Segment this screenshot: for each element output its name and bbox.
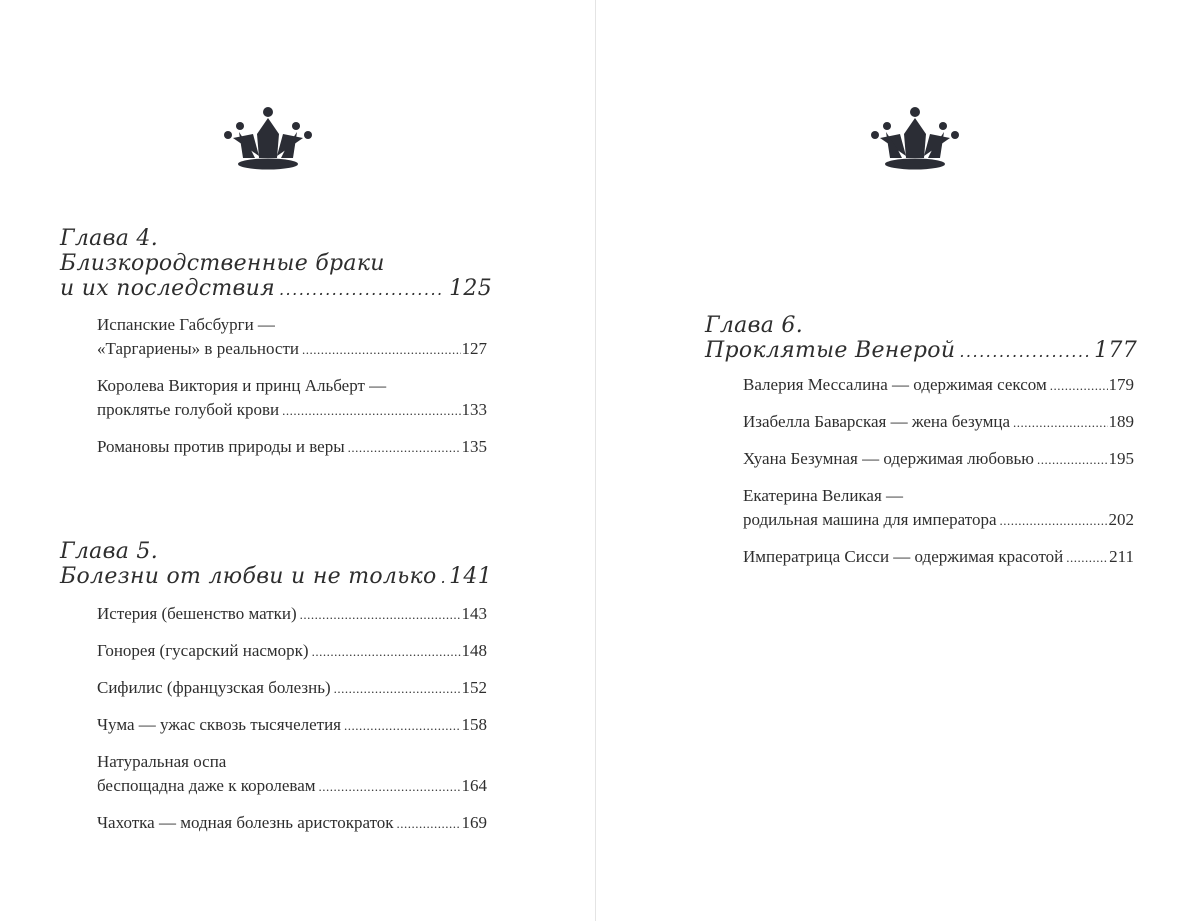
left-page (0, 0, 596, 921)
dot-leader (441, 565, 446, 590)
entry-final-line (97, 602, 487, 627)
chapter-title-line (60, 564, 492, 590)
chapter-label: Глава 6. (705, 313, 803, 338)
dot-leader (1000, 509, 1108, 533)
dot-leader (397, 812, 461, 836)
dot-leader (1037, 448, 1108, 472)
entry-page-number: 148 (461, 641, 487, 660)
dot-leader (1050, 374, 1108, 398)
entry-title: Чахотка — модная болезнь аристократок (97, 813, 394, 832)
entry-page-number: 211 (1109, 547, 1134, 566)
entry-title: беспощадна даже к королевам (97, 776, 316, 795)
toc-entry[interactable] (743, 545, 1134, 570)
dot-leader (334, 677, 461, 701)
entry-title-line: Екатерина Великая — (743, 486, 904, 505)
crown-icon (870, 106, 960, 170)
entry-final-line (97, 435, 487, 460)
chapter-title-line (705, 338, 1137, 364)
entry-page-number: 202 (1108, 510, 1134, 529)
toc-entry[interactable] (743, 447, 1134, 472)
entry-final-line (743, 373, 1134, 398)
entry-title: Романовы против природы и веры (97, 437, 345, 456)
chapter-title-line (60, 276, 492, 302)
crown-icon (223, 106, 313, 170)
dot-leader (302, 338, 461, 362)
toc-entry[interactable] (743, 410, 1134, 435)
entry-final-line (743, 508, 1134, 533)
toc-entry[interactable] (97, 313, 487, 362)
entry-title: Чума — ужас сквозь тысячелетия (97, 715, 341, 734)
entry-page-number: 158 (461, 715, 487, 734)
entry-page-number: 127 (461, 339, 487, 358)
dot-leader (282, 399, 460, 423)
entry-page-number: 143 (461, 604, 487, 623)
toc-entry[interactable] (743, 373, 1134, 398)
toc-entry[interactable] (97, 639, 487, 664)
entry-page-number: 189 (1108, 412, 1134, 431)
chapter-title: и их последствия (60, 276, 275, 301)
entry-final-line (743, 410, 1134, 435)
toc-entry[interactable] (97, 750, 487, 799)
toc-entry[interactable] (97, 676, 487, 701)
entry-title-line: Испанские Габсбурги — (97, 315, 275, 334)
entry-page-number: 195 (1108, 449, 1134, 468)
entry-final-line (97, 639, 487, 664)
entry-page-number: 169 (461, 813, 487, 832)
dot-leader (279, 277, 445, 302)
entry-final-line (97, 774, 487, 799)
chapter-6-entries (743, 373, 1134, 582)
entry-final-line (97, 811, 487, 836)
entry-title: Сифилис (французская болезнь) (97, 678, 331, 697)
toc-entry[interactable] (743, 484, 1134, 533)
entry-page-number: 135 (461, 437, 487, 456)
toc-entry[interactable] (97, 713, 487, 738)
entry-page-number: 152 (461, 678, 487, 697)
chapter-6-heading (705, 313, 1137, 364)
entry-final-line (97, 713, 487, 738)
entry-title-line: Натуральная оспа (97, 752, 227, 771)
entry-title: проклятье голубой крови (97, 400, 280, 419)
entry-page-number: 179 (1108, 375, 1134, 394)
entry-title: Хуана Безумная — одержимая любовью (743, 449, 1034, 468)
entry-title: Изабелла Баварская — жена безумца (743, 412, 1011, 431)
chapter-label: Глава 5. (60, 539, 158, 564)
entry-final-line (97, 337, 487, 362)
chapter-page-number: 177 (1094, 338, 1137, 363)
entry-title: Валерия Мессалина — одержимая сексом (743, 375, 1047, 394)
entry-title: Императрица Сисси — одержимая красотой (743, 547, 1064, 566)
chapter-title: Проклятые Венерой (705, 338, 956, 363)
entry-title: родильная машина для императора (743, 510, 997, 529)
dot-leader (300, 603, 461, 627)
toc-entry[interactable] (97, 435, 487, 460)
entry-page-number: 164 (461, 776, 487, 795)
right-page (597, 0, 1193, 921)
chapter-title: Близкородственные браки (60, 251, 385, 276)
entry-title: Гонорея (гусарский насморк) (97, 641, 309, 660)
chapter-5-entries (97, 602, 487, 848)
entry-title: «Таргариены» в реальности (97, 339, 299, 358)
toc-entry[interactable] (97, 811, 487, 836)
dot-leader (1013, 411, 1107, 435)
toc-entry[interactable] (97, 374, 487, 423)
chapter-page-number: 141 (449, 564, 492, 589)
chapter-4-heading (60, 226, 492, 302)
entry-final-line (97, 676, 487, 701)
dot-leader (344, 714, 461, 738)
toc-entry[interactable] (97, 602, 487, 627)
dot-leader (959, 339, 1090, 364)
dot-leader (348, 436, 461, 460)
entry-page-number: 133 (461, 400, 487, 419)
page-gutter (595, 0, 596, 921)
chapter-title: Болезни от любви и не только (60, 564, 437, 589)
entry-title: Истерия (бешенство матки) (97, 604, 297, 623)
entry-final-line (743, 545, 1134, 570)
entry-final-line (97, 398, 487, 423)
chapter-label: Глава 4. (60, 226, 158, 251)
dot-leader (319, 775, 461, 799)
chapter-page-number: 125 (449, 276, 492, 301)
chapter-5-heading (60, 539, 492, 590)
chapter-4-entries (97, 313, 487, 472)
dot-leader (1066, 546, 1108, 570)
entry-final-line (743, 447, 1134, 472)
entry-title-line: Королева Виктория и принц Альберт — (97, 376, 387, 395)
dot-leader (312, 640, 461, 664)
